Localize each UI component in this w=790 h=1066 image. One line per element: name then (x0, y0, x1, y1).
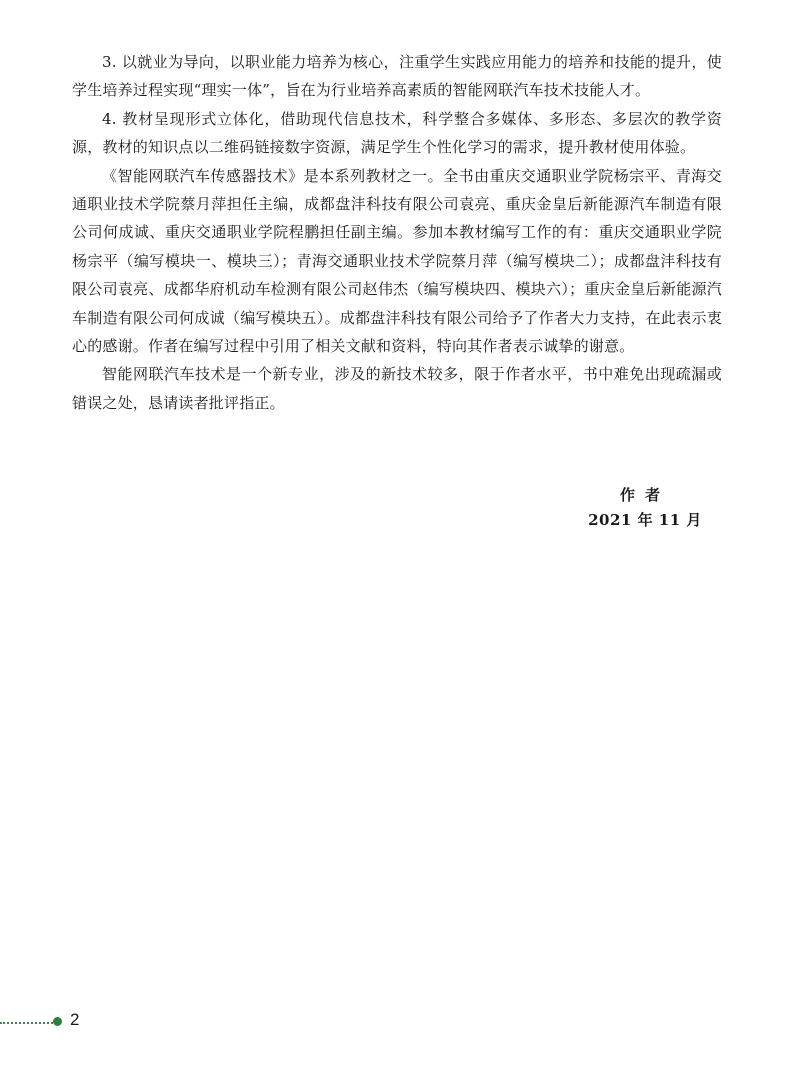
paragraph-item-4: 4. 教材呈现形式立体化，借助现代信息技术，科学整合多媒体、多形态、多层次的教学资源，教材的知识点以二维码链接数字资源，满足学生个性化学习的需求，提升教材使用体验。 (72, 109, 722, 157)
footer-dotted-line (0, 1022, 56, 1024)
footer-bullet-icon (53, 1017, 62, 1026)
page-number: 2 (70, 1010, 80, 1029)
paragraph-closing: 智能网联汽车技术是一个新专业，涉及的新技术较多，限于作者水平，书中难免出现疏漏或错误之处，恳请读者批评指正。 (72, 365, 722, 412)
preface-body (72, 48, 722, 417)
paragraph-item-3: 3. 以就业为导向，以职业能力培养为核心，注重学生实践应用能力的培养和技能的提升，使学生培养过程实现“理实一体”，旨在为行业培养高素质的智能网联汽车技术技能人才。 (72, 53, 722, 100)
paragraph-textbook-intro: 《智能网联汽车传感器技术》是本系列教材之一。全书由重庆交通职业学院杨宗平、青海交通职业技术学院蔡月萍担任主编，成都盘沣科技有限公司袁亮、重庆金皇后新能源汽车制造有限公司何成诚、重庆交通职业学院程鹏担任副主编。参加本教材编写工作的有：重庆交通职业学院杨宗平（编写模块一、模块三）；青海交通职业技术学院蔡月萍（编写模块二）；成都盘沣科技有限公司袁亮、成都华府机动车检测有限公司赵伟杰（编写模块四、模块六）；重庆金皇后新能源汽车制造有限公司何成诚（编写模块五）。成都盘沣科技有限公司给予了作者大力支持，在此表示衷心的感谢。作者在编写过程中引用了相关文献和资料，特向其作者表示诚挚的谢意。 (72, 166, 722, 356)
signature-date: 2021 年 11 月 (588, 511, 702, 529)
signature-author: 作者 (619, 486, 670, 504)
